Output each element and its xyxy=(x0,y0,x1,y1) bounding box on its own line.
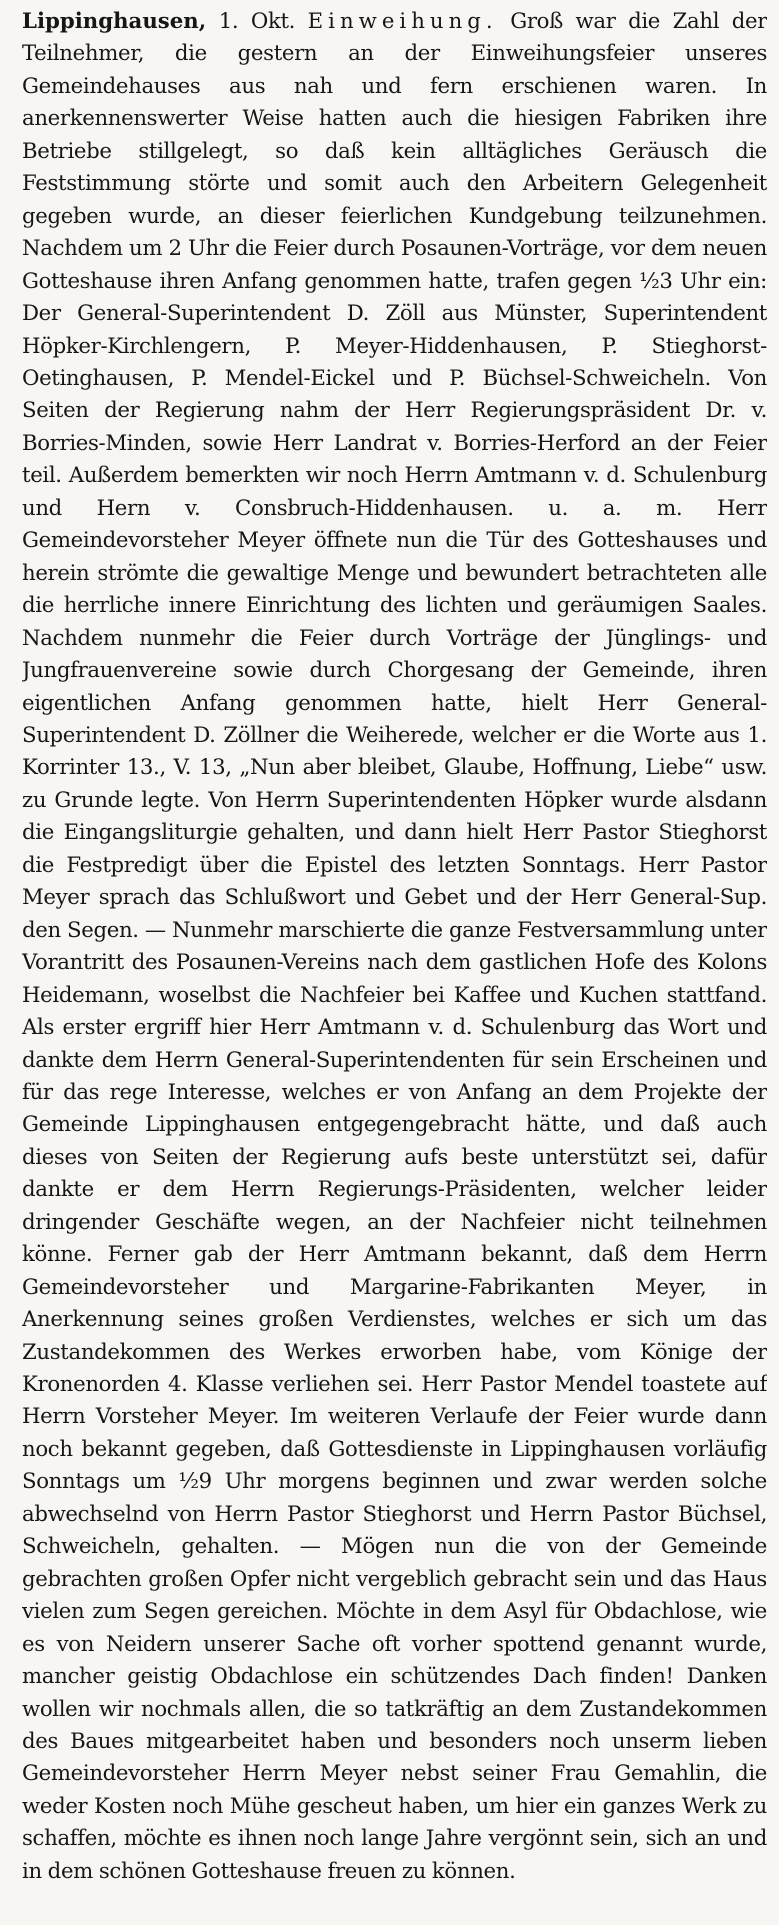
article-place: Lippinghausen, xyxy=(22,9,207,34)
news-article xyxy=(22,6,767,1888)
article-heading: Einweihung. xyxy=(307,9,498,34)
newspaper-column xyxy=(22,6,767,1914)
article-date: 1. Okt. xyxy=(218,9,296,34)
article-body: Groß war die Zahl der Teilnehmer, die gestern an der Einweihungsfeier unseres Gemeindehauses aus nah und fern erschienen waren. In anerkennenswerter Weise hatten auch die hiesigen Fabriken ihre Betriebe stillgelegt, so daß kein alltägliches Geräusch die Feststimmung störte und somit auch den Arbeitern Gelegenheit gegeben wurde, an dieser feierlichen Kundgebung teilzunehmen. Nachdem um 2 Uhr die Feier durch Posaunen-Vorträge, vor dem neuen Gotteshause ihren Anfang genommen hatte, trafen gegen ½3 Uhr ein: Der General-Superintendent D. Zöll aus Münster, Superintendent Höpker-Kirchlengern, P. Meyer-Hiddenhausen, P. Stieghorst-Oetinghausen, P. Mendel-Eickel und P. Büchsel-Schweicheln. Von Seiten der Regierung nahm der Herr Regierungspräsident Dr. v. Borries-Minden, sowie Herr Landrat v. Borries-Herford an der Feier teil. Außerdem bemerkten wir noch Herrn Amtmann v. d. Schulenburg und Hern v. Consbruch-Hiddenhausen. u. a. m. Herr Gemeindevorsteher Meyer öffnete nun die Tür des Gotteshauses und herein strömte die gewaltige Menge und bewundert betrachteten alle die herrliche innere Einrichtung des lichten und geräumigen Saales. Nachdem nunmehr die Feier durch Vorträge der Jünglings- und Jungfrauenvereine sowie durch Chorgesang der Gemeinde, ihren eigentlichen Anfang genommen hatte, hielt Herr General-Superintendent D. Zöllner die Weiherede, welcher er die Worte aus 1. Korrinter 13., V. 13, „Nun aber bleibet, Glaube, Hoffnung, Liebe“ usw. zu Grunde legte. Von Herrn Superintendenten Höpker wurde alsdann die Eingangsliturgie gehalten, und dann hielt Herr Pastor Stieghorst die Festpredigt über die Epistel des letzten Sonntags. Herr Pastor Meyer sprach das Schlußwort und Gebet und der Herr General-Sup. den Segen. — Nunmehr marschierte die ganze Festversammlung unter Vorantritt des Posaunen-Vereins nach dem gastlichen Hofe des Kolons Heidemann, woselbst die Nachfeier bei Kaffee und Kuchen stattfand. Als erster ergriff hier Herr Amtmann v. d. Schulenburg das Wort und dankte dem Herrn General-Superintendenten für sein Erscheinen und für das rege Interesse, welches er von Anfang an dem Projekte der Gemeinde Lippinghausen entgegengebracht hätte, und daß auch dieses von Seiten der Regierung aufs beste unterstützt sei, dafür dankte er dem Herrn Regierungs-Präsidenten, welcher leider dringender Geschäfte wegen, an der Nachfeier nicht teilnehmen könne. Ferner gab der Herr Amtmann bekannt, daß dem Herrn Gemeindevorsteher und Margarine-Fabrikanten Meyer, in Anerkennung seines großen Verdienstes, welches er sich um das Zustandekommen des Werkes erworben habe, vom Könige der Kronenorden 4. Klasse verliehen sei. Herr Pastor Mendel toastete auf Herrn Vorsteher Meyer. Im weiteren Verlaufe der Feier wurde dann noch bekannt gegeben, daß Gottesdienste in Lippinghausen vorläufig Sonntags um ½9 Uhr morgens beginnen und zwar werden solche abwechselnd von Herrn Pastor Stieghorst und Herrn Pastor Büchsel, Schweicheln, gehalten. — Mögen nun die von der Gemeinde gebrachten großen Opfer nicht vergeblich gebracht sein und das Haus vielen zum Segen gereichen. Möchte in dem Asyl für Obdachlose, wie es von Neidern unserer Sache oft vorher spottend genannt wurde, mancher geistig Obdachlose ein schützendes Dach finden! Danken wollen wir nochmals allen, die so tatkräftig an dem Zustandekommen des Baues mitgearbeitet haben und besonders noch unserm lieben Gemeindevorsteher Herrn Meyer nebst seiner Frau Gemahlin, die weder Kosten noch Mühe gescheut haben, um hier ein ganzes Werk zu schaffen, möchte es ihnen noch lange Jahre vergönnt sein, sich an und in dem schönen Gotteshause freuen zu können. xyxy=(22,9,767,1884)
